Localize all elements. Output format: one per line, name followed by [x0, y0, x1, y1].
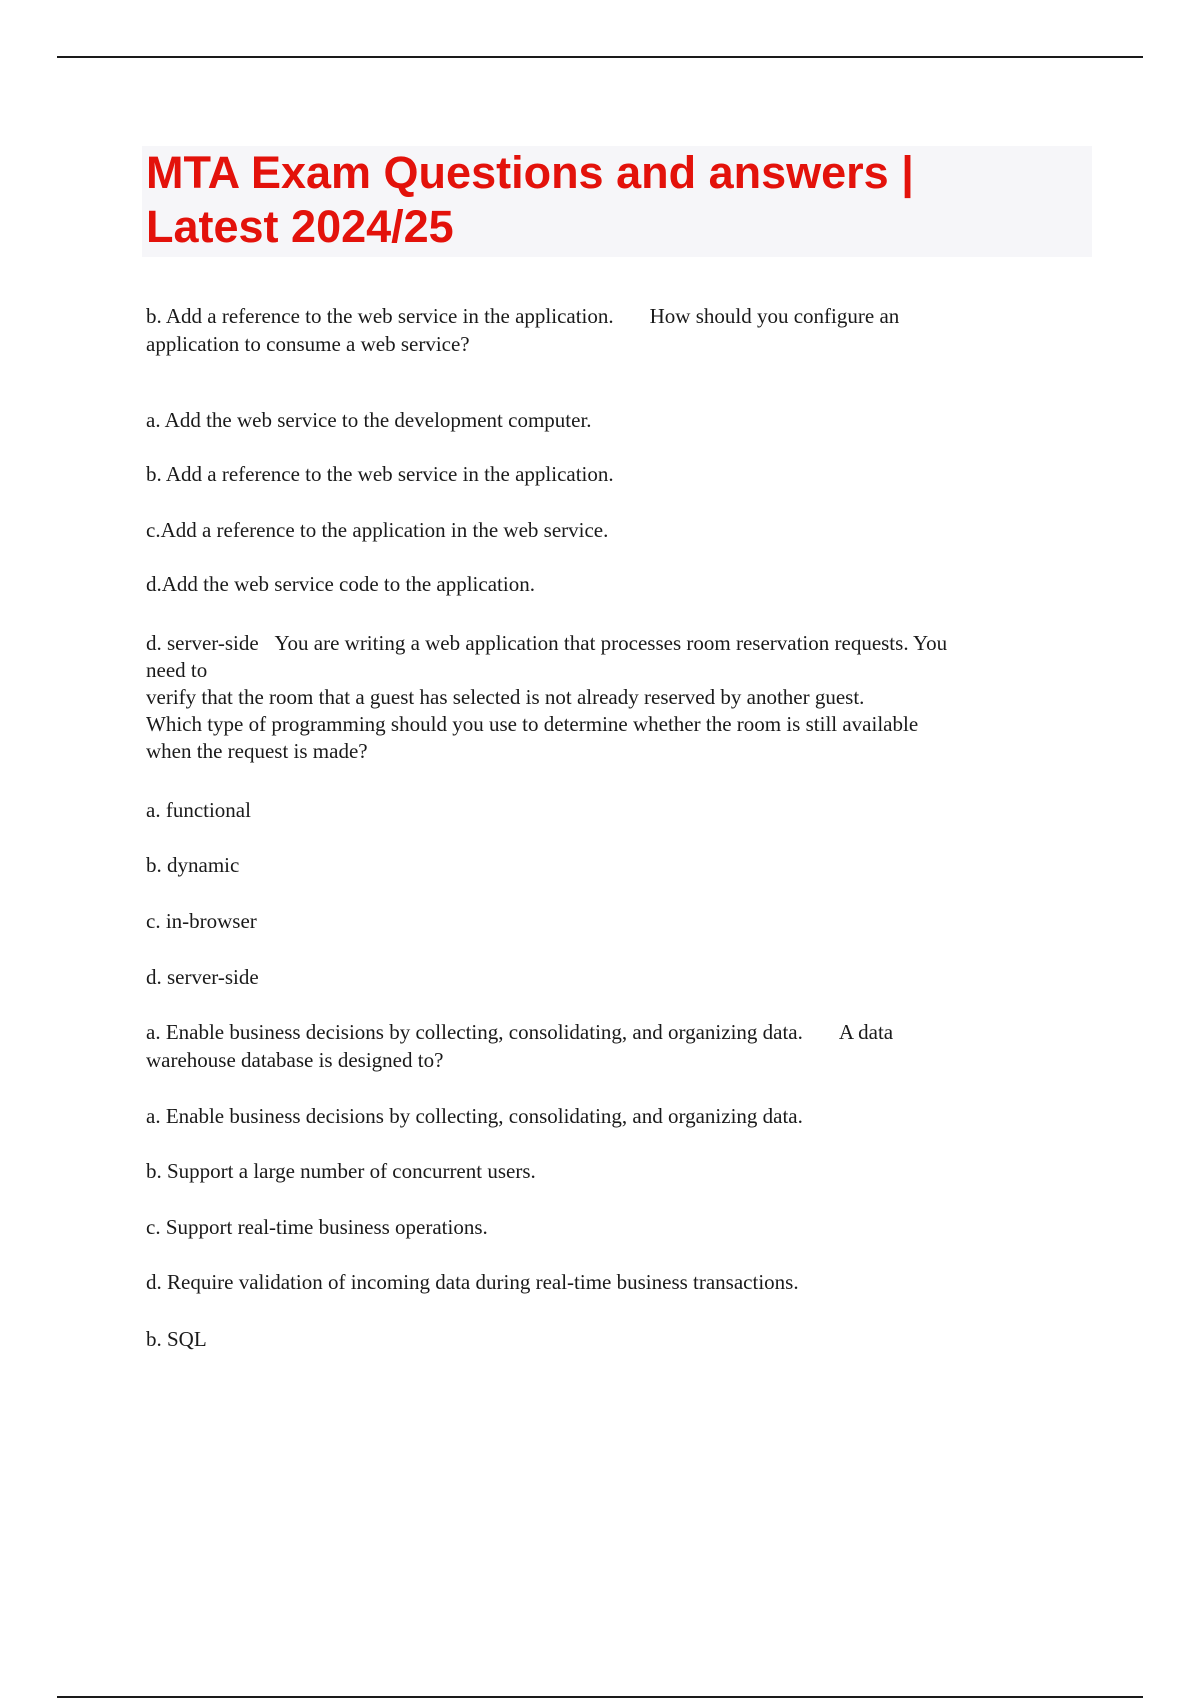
- q2-question-line4: Which type of programming should you use to determine whether the room is still available: [146, 712, 919, 736]
- q3-question-part2: warehouse database is designed to?: [146, 1048, 444, 1072]
- title-line-1: MTA Exam Questions and answers |: [146, 147, 914, 198]
- q1-option-b: b. Add a reference to the web service in the application.: [146, 462, 614, 486]
- title-line-2: Latest 2024/25: [146, 201, 454, 252]
- q2-option-c: c. in-browser: [146, 909, 257, 933]
- q3-answer: a. Enable business decisions by collecting, consolidating, and organizing data.: [146, 1020, 803, 1044]
- q2-question-line1: You are writing a web application that processes room reservation requests. You: [274, 631, 948, 655]
- q3-option-a: a. Enable business decisions by collecting, consolidating, and organizing data.: [146, 1104, 803, 1128]
- q2-option-a: a. functional: [146, 798, 251, 822]
- q1-answer: b. Add a reference to the web service in the application.: [146, 304, 614, 328]
- q3-header-line1: [146, 1018, 1086, 1046]
- q1-question-part2: application to consume a web service?: [146, 332, 470, 356]
- q2-question-line3: verify that the room that a guest has selected is not already reserved by another guest.: [146, 685, 865, 709]
- document-title: [146, 146, 1086, 254]
- q3-option-d: d. Require validation of incoming data during real-time business transactions.: [146, 1270, 799, 1294]
- q1-option-c: c.Add a reference to the application in the web service.: [146, 518, 609, 542]
- q2-answer: d. server-side: [146, 631, 259, 655]
- q2-option-b: b. dynamic: [146, 853, 240, 877]
- q1-question-part1: How should you configure an: [649, 304, 900, 328]
- q1-option-a: a. Add the web service to the development computer.: [146, 408, 592, 432]
- q4-answer: b. SQL: [146, 1327, 207, 1351]
- q2-question-line2: need to: [146, 658, 208, 682]
- q3-option-b: b. Support a large number of concurrent users.: [146, 1159, 536, 1183]
- q2-question-line5: when the request is made?: [146, 739, 368, 763]
- q2-header-line1: [146, 629, 1086, 657]
- q1-header: [146, 302, 1086, 358]
- q1-header-line1: [146, 302, 1086, 330]
- header-rule: [57, 56, 1143, 58]
- footer-rule: [57, 1696, 1143, 1698]
- q3-option-c: c. Support real-time business operations.: [146, 1215, 488, 1239]
- q2-header: [146, 629, 1086, 765]
- q2-option-d: d. server-side: [146, 965, 259, 989]
- q1-option-d: d.Add the web service code to the application.: [146, 572, 535, 596]
- q3-header: [146, 1018, 1086, 1074]
- q3-question-part1: A data: [838, 1020, 894, 1044]
